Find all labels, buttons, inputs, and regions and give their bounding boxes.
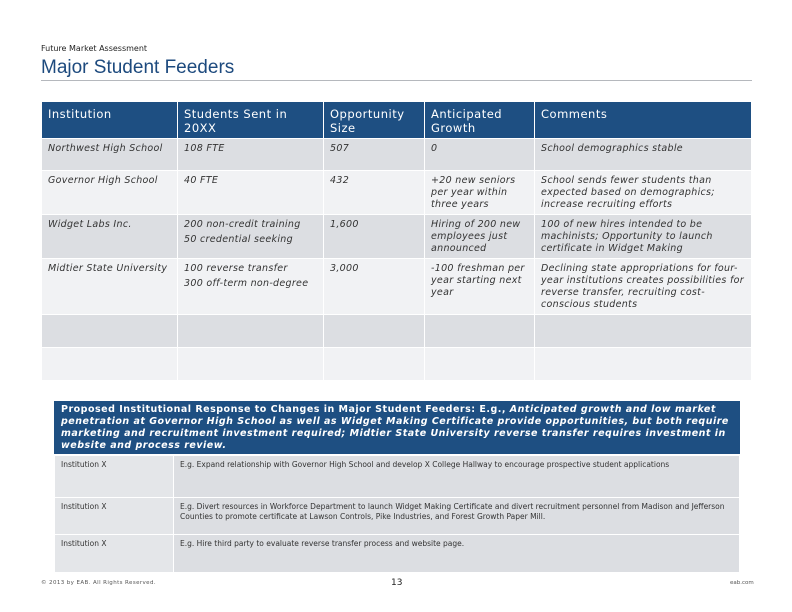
section-kicker: Future Market Assessment [41, 44, 148, 53]
cell-institution: Governor High School [42, 171, 178, 215]
cell-students-line: 100 reverse transfer [184, 263, 288, 274]
proposal-banner [54, 401, 740, 454]
page-number: 13 [391, 578, 403, 588]
response-action: E.g. Hire third party to evaluate reverse transfer process and website page. [174, 535, 740, 573]
cell-students-line: 40 FTE [184, 175, 219, 186]
response-institution: Institution X [55, 498, 174, 535]
response-institution: Institution X [55, 535, 174, 573]
cell-opportunity: 3,000 [324, 259, 425, 315]
empty-cell [324, 348, 425, 381]
column-header-institution: Institution [42, 102, 178, 139]
response-institution: Institution X [55, 456, 174, 498]
response-row [54, 455, 740, 498]
table-row-empty [42, 348, 752, 381]
cell-students [178, 215, 324, 259]
cell-students [178, 259, 324, 315]
empty-cell [42, 315, 178, 348]
cell-students-line: 300 off-term non-degree [184, 278, 309, 289]
feeders-table [41, 101, 752, 381]
cell-opportunity: 507 [324, 139, 425, 171]
cell-growth: 0 [425, 139, 535, 171]
proposal-heading: Proposed Institutional Response to Changes in Major Student Feeders: E.g., [61, 404, 510, 415]
proposal-example: Anticipated growth and low market penetration at Governor High School as well as Widget Making Certificate provide opportunities, but both require marketing and recruitment investment required; Midtier State University reverse transfer requires investment in website and process review. [61, 404, 729, 451]
cell-institution: Northwest High School [42, 139, 178, 171]
cell-institution: Widget Labs Inc. [42, 215, 178, 259]
cell-growth: -100 freshman per year starting next year [425, 259, 535, 315]
table-row [42, 171, 752, 215]
table-row [42, 259, 752, 315]
table-row [42, 215, 752, 259]
cell-growth: Hiring of 200 new employees just announced [425, 215, 535, 259]
cell-comments: School demographics stable [535, 139, 752, 171]
table-row-empty [42, 315, 752, 348]
footer-copyright: © 2013 by EAB. All Rights Reserved. [41, 580, 157, 586]
empty-cell [178, 348, 324, 381]
column-header-students-sent: Students Sent in 20XX [178, 102, 324, 139]
empty-cell [178, 315, 324, 348]
cell-institution: Midtier State University [42, 259, 178, 315]
cell-comments: School sends fewer students than expected based on demographics; increase recruiting efforts [535, 171, 752, 215]
column-header-opportunity-size: Opportunity Size [324, 102, 425, 139]
cell-comments: 100 of new hires intended to be machinists; Opportunity to launch certificate in Widget Making [535, 215, 752, 259]
cell-students [178, 171, 324, 215]
response-action: E.g. Expand relationship with Governor High School and develop X College Hallway to encourage prospective student applications [174, 456, 740, 498]
column-header-comments: Comments [535, 102, 752, 139]
empty-cell [42, 348, 178, 381]
cell-students-line: 108 FTE [184, 143, 225, 154]
cell-comments: Declining state appropriations for four-year institutions creates possibilities for reverse transfer, recruiting cost-conscious students [535, 259, 752, 315]
empty-cell [535, 348, 752, 381]
cell-students-line: 200 non-credit training [184, 219, 301, 230]
response-row [54, 497, 740, 535]
cell-students [178, 139, 324, 171]
empty-cell [425, 348, 535, 381]
cell-opportunity: 432 [324, 171, 425, 215]
table-row [42, 139, 752, 171]
cell-opportunity: 1,600 [324, 215, 425, 259]
title-divider [41, 80, 752, 81]
empty-cell [324, 315, 425, 348]
footer-site: eab.com [730, 580, 754, 586]
table-header-row [42, 102, 752, 139]
empty-cell [535, 315, 752, 348]
cell-growth: +20 new seniors per year within three years [425, 171, 535, 215]
empty-cell [425, 315, 535, 348]
response-action: E.g. Divert resources in Workforce Department to launch Widget Making Certificate and divert recruitment personnel from Madison and Jefferson Counties to promote certificate at Lawson Controls, Pike Industries, and Forest Growth Paper Mill. [174, 498, 740, 535]
column-header-anticipated-growth: Anticipated Growth [425, 102, 535, 139]
page-title: Major Student Feeders [41, 57, 235, 78]
cell-students-line: 50 credential seeking [184, 234, 293, 245]
response-row [54, 534, 740, 573]
